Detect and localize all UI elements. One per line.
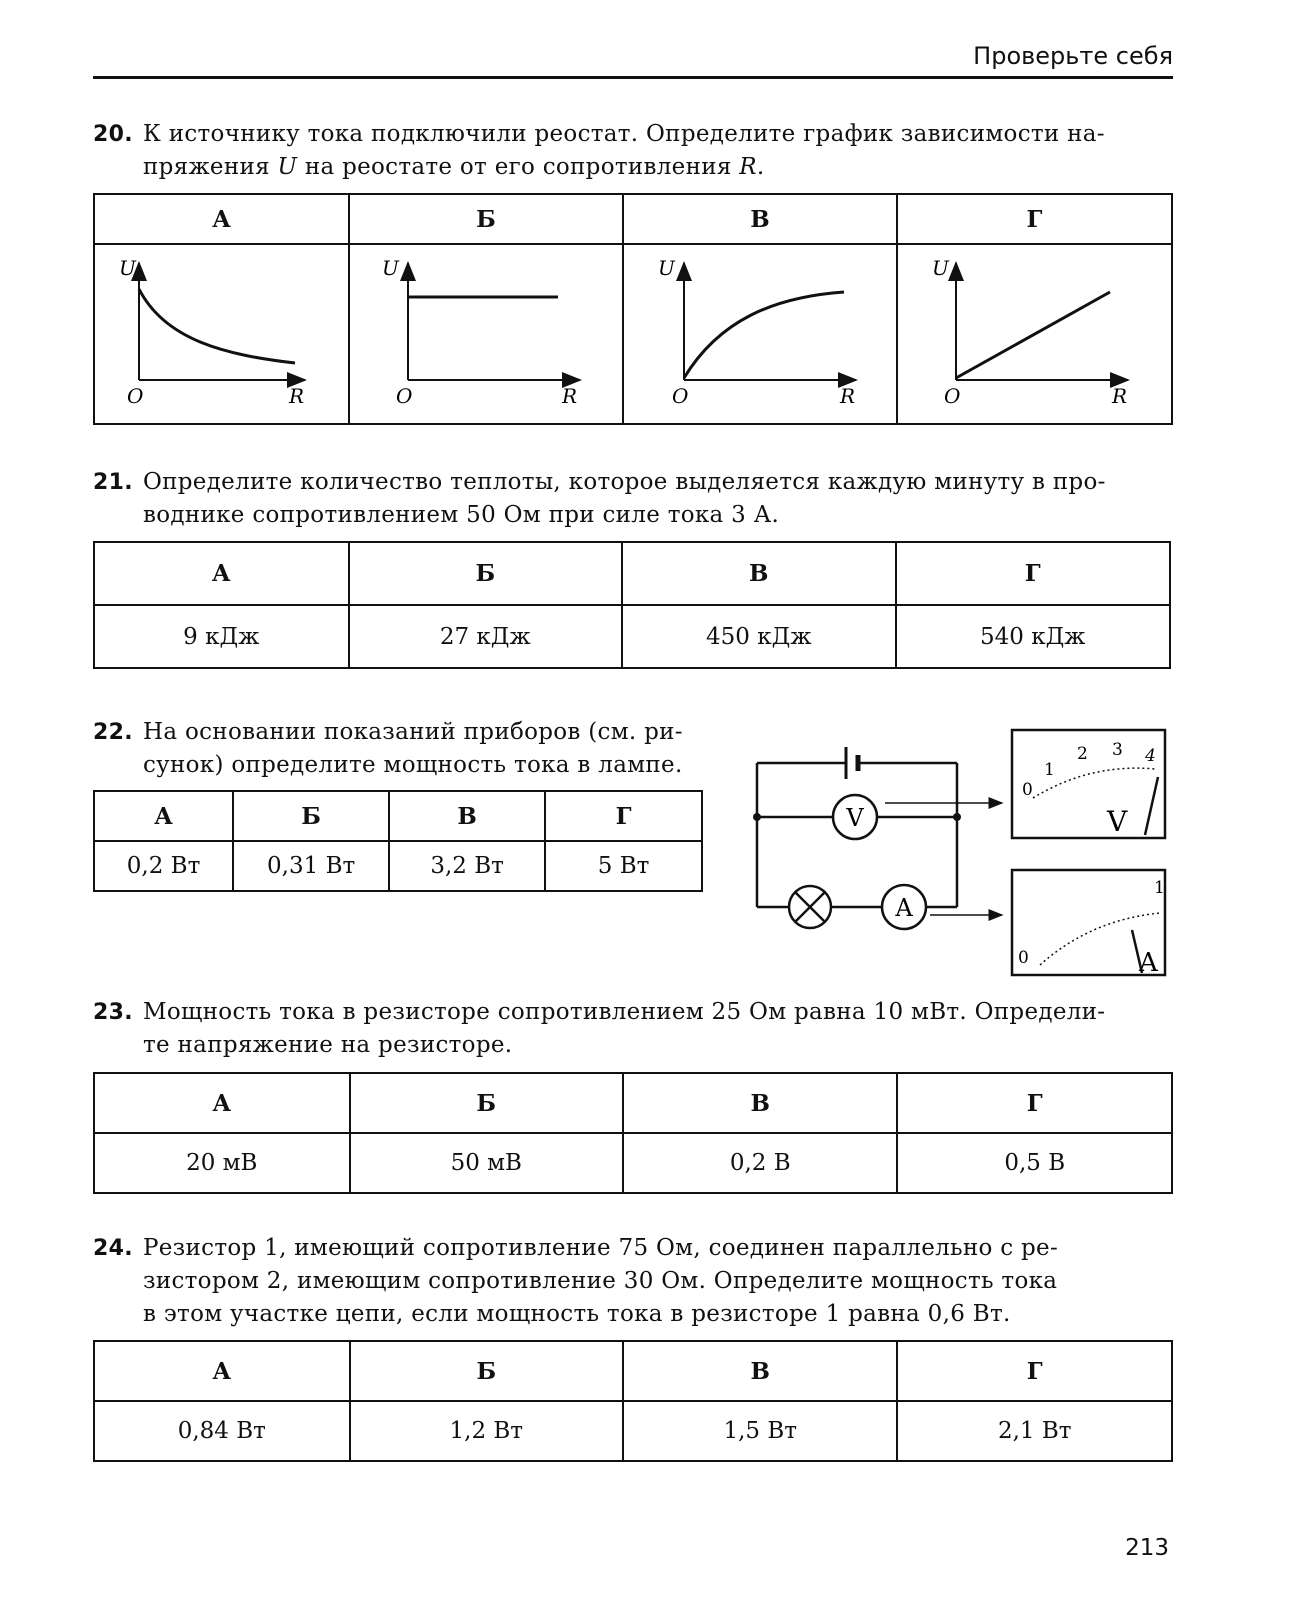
question-line: воднике сопротивлением 50 Ом при силе тока 3 А. — [143, 502, 780, 528]
question-number: 24. — [93, 1236, 133, 1261]
axis-label-u: U — [382, 256, 399, 280]
option-g-header: Г — [896, 542, 1171, 605]
answer-table-20 — [93, 193, 1173, 425]
svg-text:V: V — [1107, 805, 1128, 838]
question-line: Мощность тока в резисторе сопротивлением 25 Ом равна 10 мВт. Определи- — [143, 999, 1106, 1025]
option-v-value: 1,5 Вт — [623, 1401, 897, 1461]
svg-text:1: 1 — [1044, 760, 1055, 780]
question-text — [143, 466, 1173, 532]
answer-table-23 — [93, 1072, 1173, 1194]
origin-label: O — [944, 384, 961, 408]
option-b-header: Б — [350, 1341, 623, 1401]
option-g-header: Г — [897, 194, 1172, 244]
question-text — [143, 118, 1173, 184]
question-line: Определите количество теплоты, которое выделяется каждую минуту в про- — [143, 469, 1106, 495]
axis-label-r: R — [840, 384, 856, 408]
option-b-value: 0,31 Вт — [233, 841, 389, 891]
question-20 — [93, 118, 1173, 188]
axis-label-u: U — [119, 256, 136, 280]
axis-label-r: R — [1112, 384, 1128, 408]
origin-label: O — [672, 384, 689, 408]
svg-text:1: 1 — [1154, 878, 1165, 898]
question-line: зистором 2, имеющим сопротивление 30 Ом. Определите мощность тока — [143, 1268, 1058, 1294]
question-line: На основании показаний приборов (см. ри- — [143, 719, 683, 745]
graph-v — [623, 244, 897, 424]
option-b-header: Б — [349, 194, 623, 244]
question-23 — [93, 996, 1173, 1066]
option-g-value: 2,1 Вт — [897, 1401, 1172, 1461]
option-v-header: В — [623, 1073, 897, 1133]
option-v-header: В — [389, 791, 545, 841]
option-a-header: А — [94, 542, 349, 605]
svg-text:2: 2 — [1077, 744, 1088, 764]
option-v-header: В — [622, 542, 895, 605]
axis-label-u: U — [658, 256, 675, 280]
svg-text:0: 0 — [1018, 948, 1029, 968]
option-v-value: 0,2 В — [623, 1133, 897, 1193]
option-v-header: В — [623, 194, 897, 244]
axis-label-u: U — [932, 256, 949, 280]
question-line: пряжения U на реостате от его сопротивления R. — [143, 154, 765, 180]
question-line: Резистор 1, имеющий сопротивление 75 Ом, соединен параллельно с ре- — [143, 1235, 1059, 1261]
option-b-value: 27 кДж — [349, 605, 622, 668]
option-g-value: 540 кДж — [896, 605, 1171, 668]
option-b-header: Б — [233, 791, 389, 841]
option-g-value: 5 Вт — [545, 841, 702, 891]
option-b-header: Б — [350, 1073, 623, 1133]
question-22 — [93, 716, 713, 786]
page-number: 213 — [1125, 1535, 1169, 1561]
option-a-value: 9 кДж — [94, 605, 349, 668]
option-g-value: 0,5 В — [897, 1133, 1172, 1193]
question-24 — [93, 1232, 1173, 1332]
axis-label-r: R — [562, 384, 578, 408]
graph-b — [349, 244, 623, 424]
option-b-value: 50 мВ — [350, 1133, 623, 1193]
page-header — [93, 40, 1173, 79]
question-line: К источнику тока подключили реостат. Определите график зависимости на- — [143, 121, 1105, 147]
answer-table-22 — [93, 790, 703, 892]
question-text — [143, 1232, 1173, 1331]
option-g-header: Г — [545, 791, 702, 841]
option-g-header: Г — [897, 1341, 1172, 1401]
axis-label-r: R — [289, 384, 305, 408]
option-b-header: Б — [349, 542, 622, 605]
option-a-header: А — [94, 791, 233, 841]
option-v-header: В — [623, 1341, 897, 1401]
option-a-value: 0,2 Вт — [94, 841, 233, 891]
option-v-value: 3,2 Вт — [389, 841, 545, 891]
question-21 — [93, 466, 1173, 536]
answer-table-24 — [93, 1340, 1173, 1462]
question-line: те напряжение на резисторе. — [143, 1032, 513, 1058]
option-v-value: 450 кДж — [622, 605, 895, 668]
question-line: сунок) определите мощность тока в лампе. — [143, 752, 683, 778]
question-text — [143, 716, 713, 782]
svg-text:0: 0 — [1022, 780, 1033, 800]
svg-text:4: 4 — [1145, 746, 1156, 766]
graph-a — [94, 244, 349, 424]
answer-table-21 — [93, 541, 1171, 669]
option-a-value: 0,84 Вт — [94, 1401, 350, 1461]
option-a-header: А — [94, 1073, 350, 1133]
question-number: 23. — [93, 1000, 133, 1025]
header-title: Проверьте себя — [973, 42, 1173, 70]
origin-label: O — [127, 384, 144, 408]
svg-text:A: A — [1139, 948, 1158, 978]
option-a-header: А — [94, 194, 349, 244]
svg-text:3: 3 — [1112, 740, 1123, 760]
question-text — [143, 996, 1173, 1062]
voltmeter-dial — [1012, 730, 1165, 838]
graph-g — [897, 244, 1172, 424]
option-b-value: 1,2 Вт — [350, 1401, 623, 1461]
svg-text:A: A — [895, 894, 913, 922]
option-a-value: 20 мВ — [94, 1133, 350, 1193]
option-g-header: Г — [897, 1073, 1172, 1133]
option-a-header: А — [94, 1341, 350, 1401]
question-number: 20. — [93, 122, 133, 147]
question-line: в этом участке цепи, если мощность тока в резисторе 1 равна 0,6 Вт. — [143, 1301, 1011, 1327]
svg-text:V: V — [846, 804, 864, 832]
question-number: 21. — [93, 470, 133, 495]
origin-label: O — [396, 384, 413, 408]
circuit-diagram — [750, 725, 1180, 980]
question-number: 22. — [93, 720, 133, 745]
